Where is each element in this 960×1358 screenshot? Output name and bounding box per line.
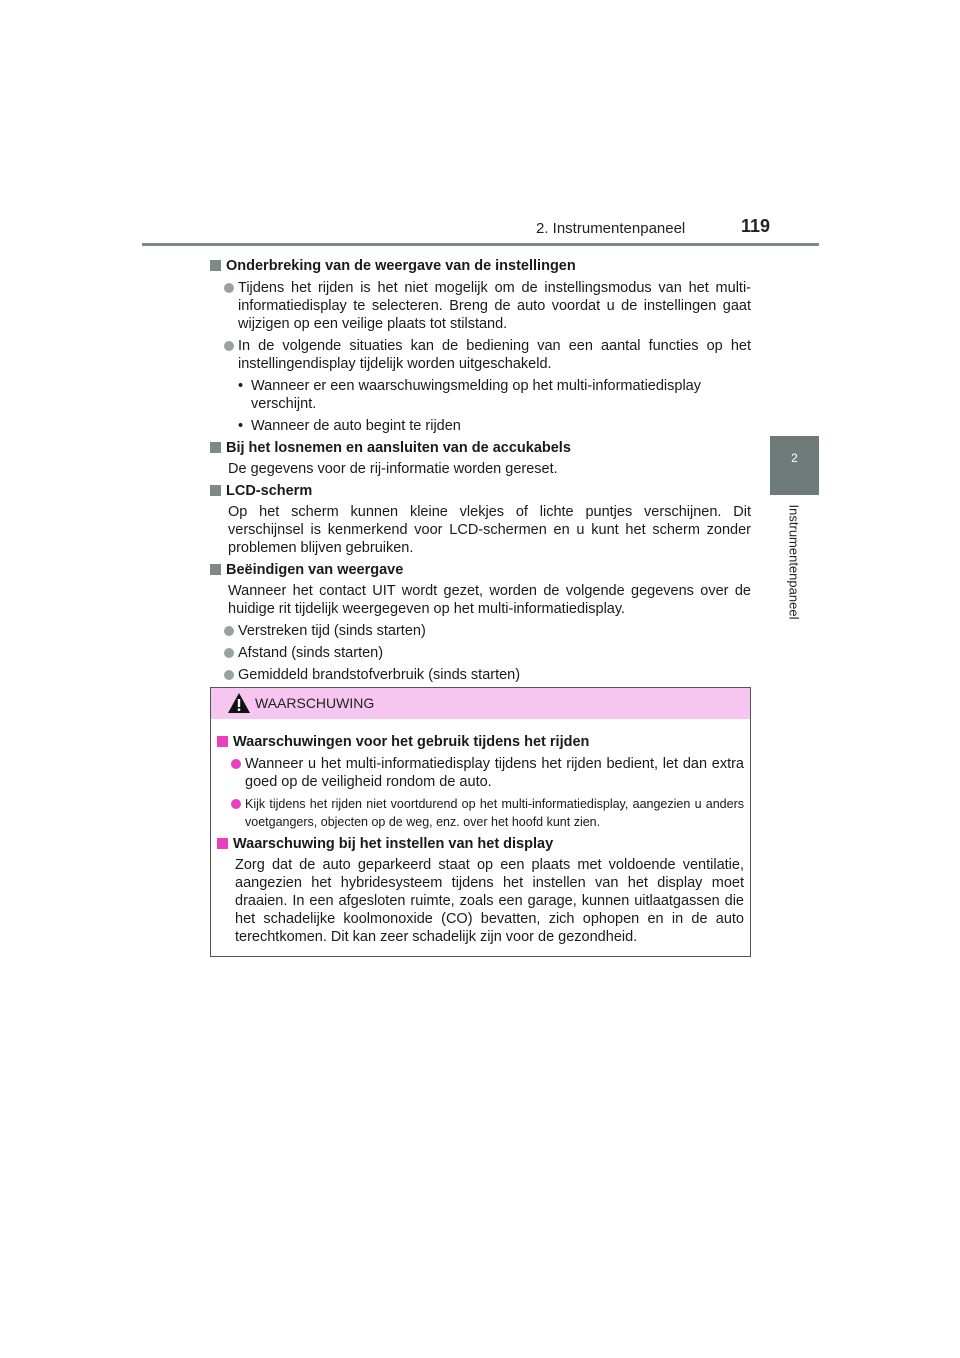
square-bullet-icon bbox=[210, 485, 221, 496]
square-bullet-icon bbox=[217, 736, 228, 747]
square-bullet-icon bbox=[210, 564, 221, 575]
circle-bullet-icon bbox=[224, 341, 234, 351]
square-bullet-icon bbox=[210, 442, 221, 453]
section-heading: Beëindigen van weergave bbox=[210, 561, 751, 579]
square-bullet-icon bbox=[210, 260, 221, 271]
circle-bullet-icon bbox=[224, 283, 234, 293]
section-heading: Onderbreking van de weergave van de instellingen bbox=[210, 257, 751, 275]
circle-bullet-icon bbox=[224, 670, 234, 680]
warning-header bbox=[211, 688, 750, 719]
main-content bbox=[210, 253, 751, 684]
bullet-item: Afstand (sinds starten) bbox=[210, 644, 751, 662]
bullet-item: Wanneer u het multi-informatiedisplay tijdens het rijden bedient, let dan extra goed op de veiligheid rondom de auto. bbox=[217, 755, 744, 791]
warning-heading: Waarschuwingen voor het gebruik tijdens het rijden bbox=[217, 733, 744, 751]
header-divider bbox=[142, 243, 819, 246]
circle-bullet-icon bbox=[224, 648, 234, 658]
chapter-tab bbox=[770, 436, 819, 495]
bullet-item: Verstreken tijd (sinds starten) bbox=[210, 622, 751, 640]
sub-item: • Wanneer er een waarschuwingsmelding op het multi-informatiedisplay verschijnt. bbox=[238, 378, 701, 412]
circle-bullet-icon bbox=[224, 626, 234, 636]
section-text: De gegevens voor de rij-informatie worden gereset. bbox=[228, 461, 558, 477]
warning-heading: Waarschuwing bij het instellen van het display bbox=[217, 835, 744, 853]
bullet-item: Gemiddeld brandstofverbruik (sinds starten) bbox=[210, 666, 751, 684]
section-heading: Bij het losnemen en aansluiten van de accukabels bbox=[210, 439, 751, 457]
warning-triangle-icon bbox=[227, 692, 251, 714]
bullet-item: In de volgende situaties kan de bediening van een aantal functies op het instellingendisplay tijdelijk worden uitgeschakeld. bbox=[210, 337, 751, 373]
chapter-number: 2 bbox=[791, 451, 798, 465]
warning-text: Zorg dat de auto geparkeerd staat op een plaats met voldoende ventilatie, aangezien het hybridesysteem tijdens het instellen van het display moet draaien. In een afgesloten ruimte, zoals een garage, kunnen uitlaatgassen die het schadelijke koolmonoxide (CO) bevatten, zich ophopen en in de auto terechtkomen. Dit kan zeer schadelijk zijn voor de gezondheid. bbox=[235, 857, 744, 945]
circle-bullet-icon bbox=[231, 759, 241, 769]
bullet-item: Kijk tijdens het rijden niet voortdurend op het multi-informatiedisplay, aangezien u anders voetgangers, objecten op de weg, enz. over het hoofd kunt zien. bbox=[217, 795, 744, 831]
warning-box bbox=[210, 687, 751, 957]
chapter-label: Instrumentenpaneel bbox=[786, 504, 802, 620]
warning-title: WAARSCHUWING bbox=[255, 695, 375, 711]
sub-item: • Wanneer de auto begint te rijden bbox=[238, 418, 461, 434]
warning-body bbox=[211, 719, 750, 946]
section-heading: LCD-scherm bbox=[210, 482, 751, 500]
circle-bullet-icon bbox=[231, 799, 241, 809]
page-number: 119 bbox=[741, 216, 771, 236]
section-text: Wanneer het contact UIT wordt gezet, worden de volgende gegevens over de huidige rit tijdelijk weergegeven op het multi-informatiedisplay. bbox=[228, 583, 751, 617]
bullet-item: Tijdens het rijden is het niet mogelijk om de instellingsmodus van het multi-informatiedisplay te selecteren. Breng de auto voordat u de instellingen gaat wijzigen op een veilige plaats tot stilstand. bbox=[210, 279, 751, 333]
square-bullet-icon bbox=[217, 838, 228, 849]
section-title: 2. Instrumentenpaneel bbox=[536, 220, 686, 237]
section-text: Op het scherm kunnen kleine vlekjes of lichte puntjes verschijnen. Dit verschijnsel is kenmerkend voor LCD-schermen en u kunt het scherm zonder problemen blijven gebruiken. bbox=[228, 504, 751, 556]
